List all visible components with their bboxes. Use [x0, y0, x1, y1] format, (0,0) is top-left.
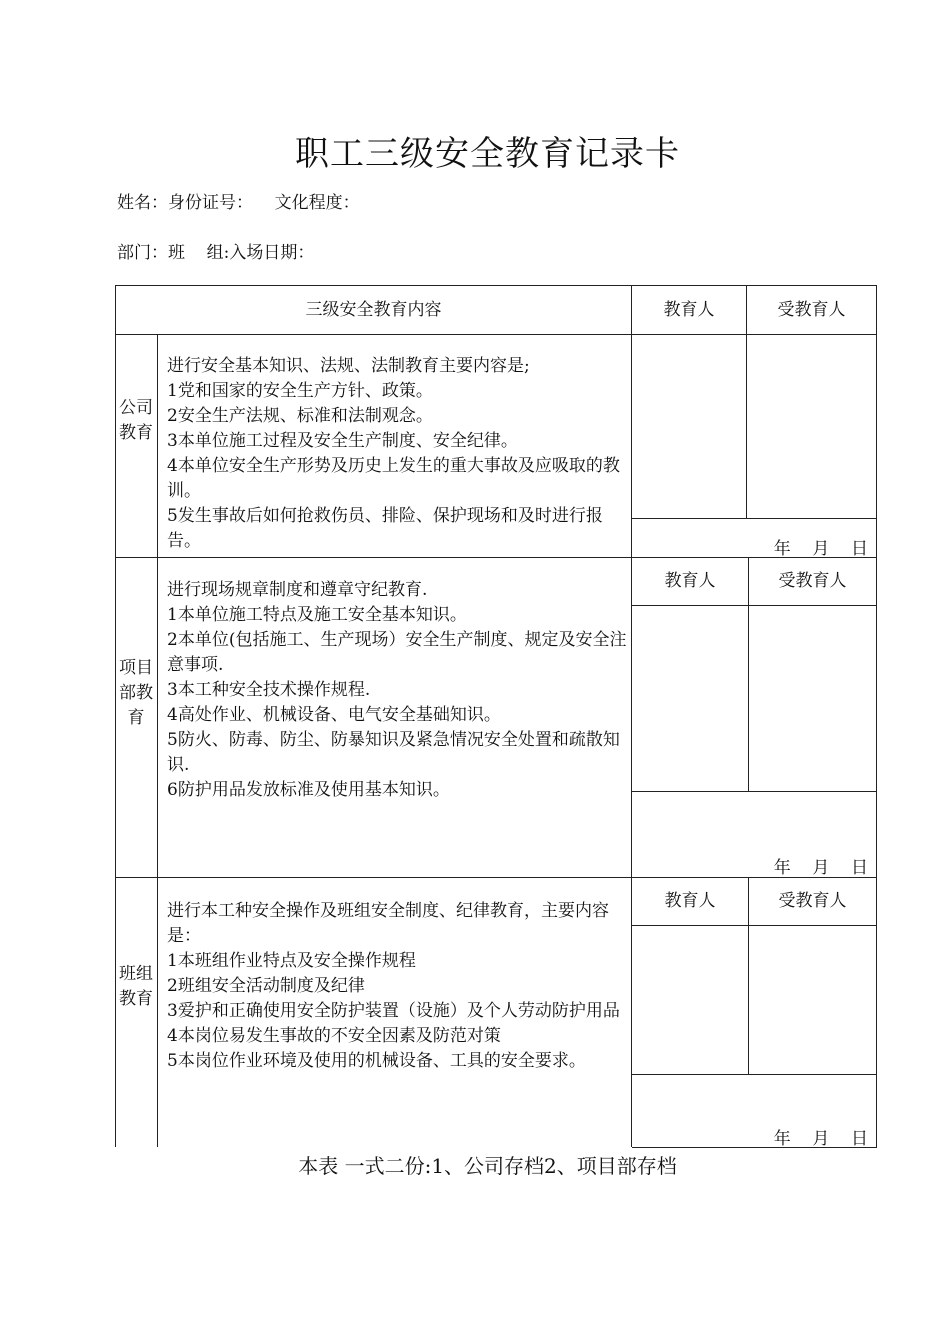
section-content-team — [167, 899, 627, 1074]
content-line: 1党和国家的安全生产方针、政策。 — [167, 381, 433, 401]
content-line: 3爱护和正确使用安全防护装置（设施）及个人劳动防护用品 — [167, 1001, 620, 1021]
educated-column-header: 受教育人 — [777, 300, 846, 320]
content-line: 2安全生产法规、标准和法制观念。 — [167, 406, 433, 426]
content-line: 5本岗位作业环境及使用的机械设备、工具的安全要求。 — [167, 1051, 586, 1071]
content-line: 3本单位施工过程及安全生产制度、安全纪律。 — [167, 431, 518, 451]
content-line: 1本班组作业特点及安全操作规程 — [167, 951, 416, 971]
content-line: 3本工种安全技术操作规程. — [167, 680, 371, 700]
educator-label-team: 教育人 — [664, 891, 716, 911]
department-info-line: 部门：班 组:入场日期： — [117, 243, 315, 263]
date-field-company: 年 月 日 — [773, 539, 868, 559]
content-line: 1本单位施工特点及施工安全基本知识。 — [167, 605, 467, 625]
content-line: 4本单位安全生产形势及历史上发生的重大事故及应吸取的教训。 — [167, 456, 620, 501]
section-label-company: 公司教育 — [119, 398, 153, 443]
content-line: 4本岗位易发生事故的不安全因素及防范对策 — [167, 1026, 501, 1046]
content-line: 进行本工种安全操作及班组安全制度、纪律教育，主要内容是： — [167, 901, 609, 946]
section-label-project: 项目部教育 — [119, 658, 153, 728]
date-field-project: 年 月 日 — [773, 858, 868, 878]
content-line: 4高处作业、机械设备、电气安全基础知识。 — [167, 705, 501, 725]
section-label-team: 班组教育 — [119, 964, 153, 1009]
date-field-team: 年 月 日 — [773, 1129, 868, 1149]
archive-note: 本表 一式二份:1、公司存档2、项目部存档 — [298, 1154, 677, 1178]
section-content-company — [167, 354, 627, 554]
personal-info-line: 姓名：身份证号： 文化程度： — [117, 193, 360, 213]
educator-label-project: 教育人 — [664, 571, 716, 591]
content-column-header: 三级安全教育内容 — [305, 300, 442, 320]
page-title: 职工三级安全教育记录卡 — [295, 134, 680, 174]
content-line: 进行安全基本知识、法规、法制教育主要内容是; — [167, 356, 530, 376]
content-line: 2本单位(包括施工、生产现场）安全生产制度、规定及安全注意事项. — [167, 630, 627, 675]
educated-label-project: 受教育人 — [778, 571, 847, 591]
content-line: 5发生事故后如何抢救伤员、排险、保护现场和及时进行报告。 — [167, 506, 603, 551]
section-content-project — [167, 578, 627, 803]
content-line: 5防火、防毒、防尘、防暴知识及紧急情况安全处置和疏散知识. — [167, 730, 620, 775]
educated-label-team: 受教育人 — [778, 891, 847, 911]
content-line: 2班组安全活动制度及纪律 — [167, 976, 365, 996]
educator-column-header: 教育人 — [663, 300, 715, 320]
content-line: 6防护用品发放标准及使用基本知识。 — [167, 780, 450, 800]
content-line: 进行现场规章制度和遵章守纪教育. — [167, 580, 428, 600]
